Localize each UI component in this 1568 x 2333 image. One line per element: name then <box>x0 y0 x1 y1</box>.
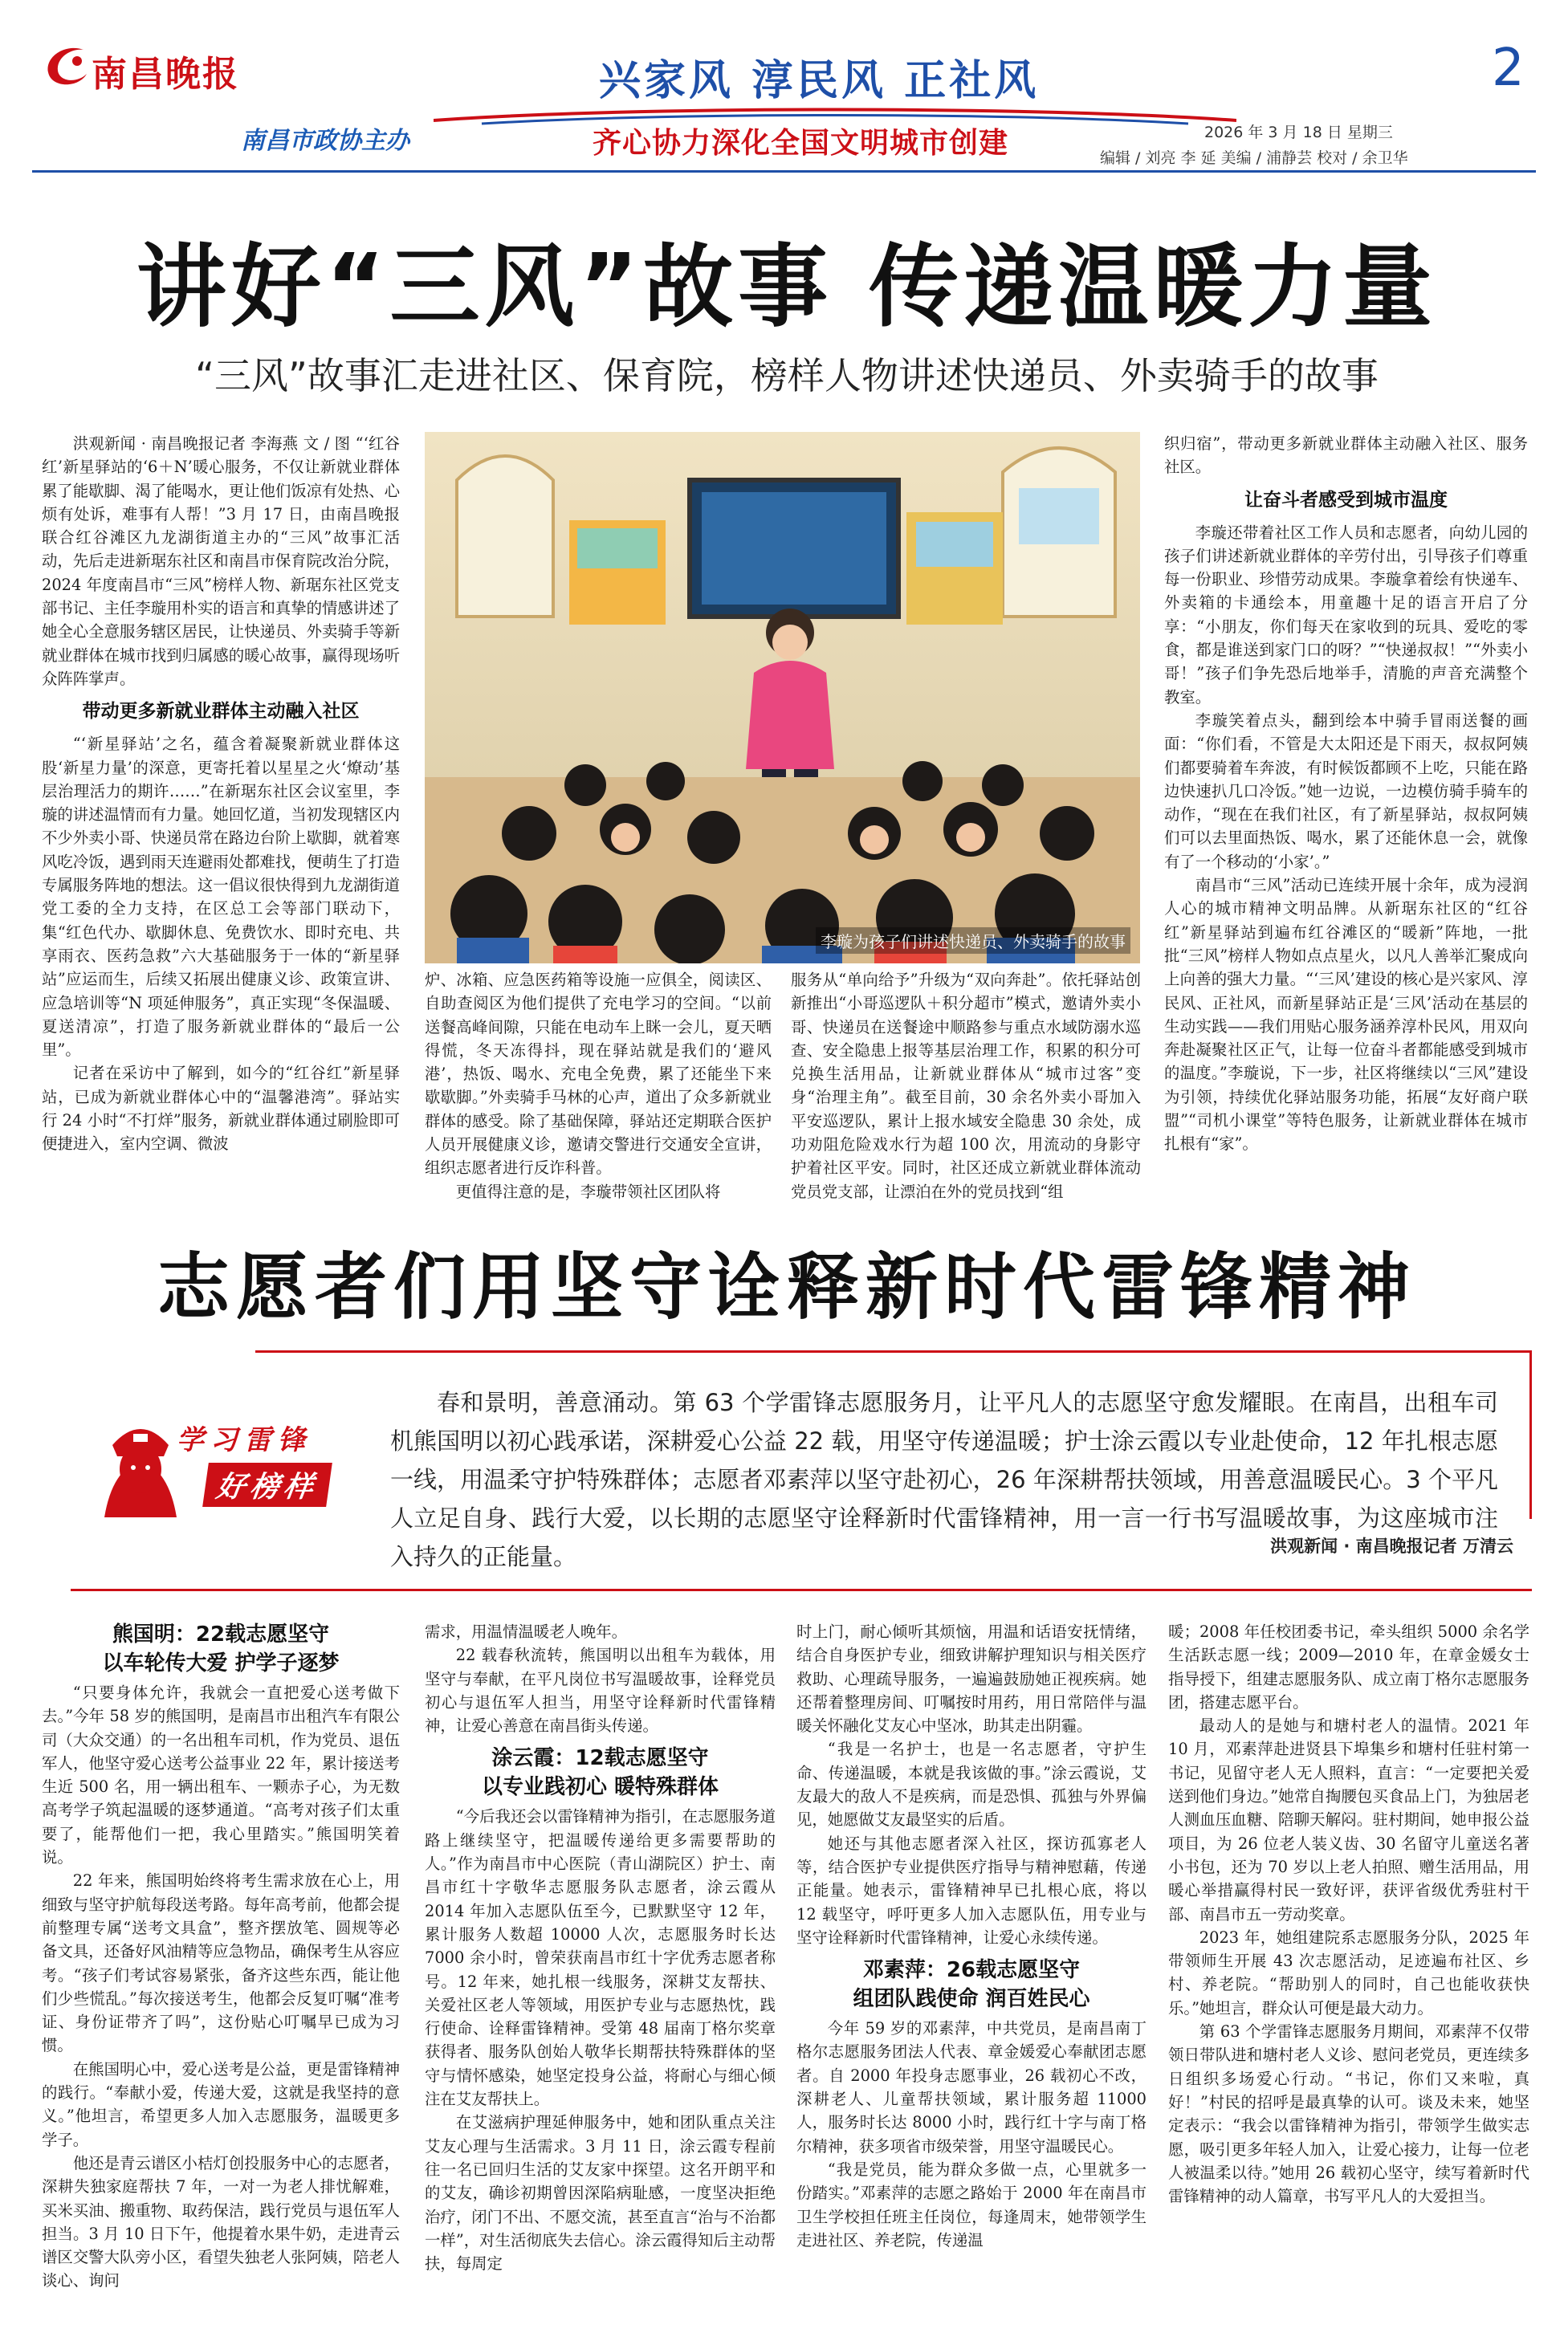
article1-column-1 <box>42 432 400 1156</box>
article1-paragraph: 更值得注意的是，李璇带领社区团队将 <box>455 1182 721 1201</box>
editor-credits: 编辑 / 刘亮 李 延 美编 / 浦静芸 校对 / 余卫华 <box>1100 149 1408 167</box>
article2-paragraph: “我是一名护士，也是一名志愿者，守护生命、传递温暖，本就是我该做的事。”涂云霞说，艾友最大的敌人不是疾病，而是恐惧、孤独与外界偏见，她愿做艾友最坚实的后盾。 <box>796 1740 1146 1830</box>
article2-paragraph: 今年 59 岁的邓素萍，中共党员，是南昌南丁格尔志愿服务团法人代表、章金媛爱心奉献团志愿者。自 2000 年投身志愿事业，26 载初心不改，深耕老人、儿童帮扶领域，累计服务超 11000 人，服务时长达 8000 小时，践行红十字与南丁格尔精神，获多项省市级荣誉，用坚守温暖民心。 <box>796 2019 1146 2156</box>
article1-column-3 <box>791 968 1141 1203</box>
article1-paragraph: 李璇还带着社区工作人员和志愿者，向幼儿园的孩子们讲述新就业群体的辛劳付出，引导孩子们尊重每一份职业、珍惜劳动成果。李璇拿着绘有快递车、外卖箱的卡通绘本，用童趣十足的语言开启了分享：“小朋友，你们每天在家收到的玩具、爱吃的零食，都是谁送到家门口的呀？”“快递叔叔！”“外卖小哥！”孩子们争先恐后地举手，清脆的声音充满整个教室。 <box>1164 523 1528 706</box>
slogan-main: 兴家风 淳民风 正社风 <box>599 57 1040 105</box>
profile-heading-xiong-line2: 以车轮传大爱 护学子逐梦 <box>102 1651 340 1675</box>
article1-paragraph: 炉、冰箱、应急医药箱等设施一应俱全，阅读区、自助查阅区为他们提供了充电学习的空间。“以前送餐高峰间隙，只能在电动车上眯一会儿，夏天晒得慌，冬天冻得抖，现在驿站就是我们的‘避风港’，热饭、喝水、充电全免费，累了还能坐下来歇歇脚。”外卖骑手马林的心声，道出了众多新就业群体的感受。除了基础保障，驿站还定期联合医护人员开展健康义诊，邀请交警进行交通安全宣讲，组织志愿者进行反诈科普。 <box>425 971 772 1178</box>
masthead <box>0 0 1568 173</box>
article2-paragraph: “我是党员，能为群众多做一点，心里就多一份踏实。”邓素萍的志愿之路始于 2000 年在南昌市卫生学校担任班主任岗位，每逢周末，她带领学生走进社区、养老院，传递温 <box>796 2160 1146 2250</box>
profile-heading-tu-line2: 以专业践初心 暖特殊群体 <box>481 1775 719 1800</box>
masthead-divider <box>32 170 1536 173</box>
profile-heading-xiong-line1: 熊国明：22载志愿坚守 <box>112 1623 330 1647</box>
article2-paragraph: “只要身体允许，我就会一直把爱心送考做下去。”今年 58 岁的熊国明，是南昌市出租汽车有限公司（大众交通）的一名出租车司机，作为党员、退伍军人，他坚守爱心送考公益事业 22 年，累计接送考生近 500 名，用一辆出租车、一颗赤子心，为无数高考学子筑起温暖的逐梦通道。“高考对孩子们太重要了，能帮他们一把，我心里踏实。”熊国明笑着说。 <box>42 1684 400 1867</box>
article2-paragraph: 时上门，耐心倾听其烦恼，用温和话语安抚情绪，结合自身医护专业，细致讲解护理知识与相关医疗救助、心理疏导服务，一遍遍鼓励她正视疾病。她还帮着整理房间、叮嘱按时用药，用日常陪伴与温暖关怀融化艾友心中坚冰，助其走出阴霾。 <box>796 1623 1146 1736</box>
article2-column-2 <box>425 1620 776 2275</box>
classroom-photo-image <box>425 432 1140 963</box>
article2-paragraph: 在艾滋病护理延伸服务中，她和团队重点关注艾友心理与生活需求。3 月 11 日，涂云霞专程前往一名已回归生活的艾友家中探望。这名开朗平和的艾友，确诊初期曾因深陷病耻感，一度坚决拒绝治疗，闭门不出、不愿交流，甚至直言“治与不治都一样”，对生活彻底失去信心。涂云霞得知后主动帮扶，每周定 <box>425 2113 776 2274</box>
photo-caption: 李璇为孩子们讲述快递员、外卖骑手的故事 <box>816 927 1130 954</box>
article1-section-heading-1: 带动更多新就业群体主动融入社区 <box>82 701 360 723</box>
article1-column-4 <box>1164 432 1528 1156</box>
article1-section-heading-2: 让奋斗者感受到城市温度 <box>1244 489 1448 511</box>
article2-paragraph: 最动人的是她与和塘村老人的温情。2021 年 10 月，邓素萍赴进贤县下埠集乡和塘村任驻村第一书记，见留守老人无人照料，直言：“一定要把关爱送到他们身边。”她常自掏腰包买食品上门，为独居老人测血压血糖、陪聊天解闷。驻村期间，她申报公益项目，为 26 位老人装义齿、30 名留守儿童送名著小书包，还为 70 岁以上老人拍照、赠生活用品，用暖心举措赢得村民一致好评，获评省级优秀驻村干部、南昌市五一劳动奖章。 <box>1168 1716 1529 1924</box>
intro-box-right-rule <box>1529 1350 1532 1519</box>
article2-column-1 <box>42 1620 400 2293</box>
article2-paragraph: 暖；2008 年任校团委书记，牵头组织 5000 余名学生活跃志愿一线；2009—2010 年，在章金媛女士指导授下，组建志愿服务队、成立南丁格尔志愿服务团，搭建志愿平台。 <box>1168 1623 1529 1712</box>
article2-headline[interactable]: 志愿者们用坚守诠释新时代雷锋精神 <box>157 1245 1416 1329</box>
stamp-text-line2: 好榜样 <box>202 1463 332 1507</box>
article1-paragraph: 南昌市“三风”活动已连续开展十余年，成为浸润人心的城市精神文明品牌。从新琚东社区的“红谷红”新星驿站到遍布红谷滩区的“暖新”阵地，一批批“三风”榜样人物如点点星火，以凡人善举汇聚成向上向善的强大力量。“‘三风’建设的核心是兴家风、淳民风、正社风，而新星驿站正是‘三风’活动在基层的生动实践——我们用贴心服务涵养淳朴民风，用双向奔赴凝聚社区正气，让每一位奋斗者都能感受到城市的温度。”李璇说，下一步，社区将继续以“三风”建设为引领，持续优化驿站服务功能，拓展“友好商户联盟”“司机小课堂”等特色服务，让新就业群体在城市扎根有“家”。 <box>1164 876 1528 1154</box>
article2-paragraph: 2023 年，她组建院系志愿服务分队，2025 年带领师生开展 43 次志愿活动，足迹遍布社区、乡村、养老院。“帮助别人的同时，自己也能收获快乐。”她坦言，群众认可便是最大动力。 <box>1168 1928 1529 2017</box>
article1-paragraph: 记者在采访中了解到，如今的“红谷红”新星驿站，已成为新就业群体心中的“温馨港湾”。驿站实行 24 小时“不打烊”服务，新就业群体通过刷脸即可便捷进入，室内空调、微波 <box>42 1064 400 1154</box>
article1-subheadline: “三风”故事汇走进社区、保育院，榜样人物讲述快递员、外卖骑手的故事 <box>195 354 1379 397</box>
article2-paragraph: 她还与其他志愿者深入社区，探访孤寡老人等，结合医护专业提供医疗指导与精神慰藉，传递正能量。她表示，雷锋精神早已扎根心底，将以 12 载坚守，呼吁更多人加入志愿队伍，用专业与坚守诠释新时代雷锋精神，让爱心永续传递。 <box>796 1834 1146 1947</box>
article1-paragraph: “‘新星驿站’之名，蕴含着凝聚新就业群体这股‘新星力量’的深意，更寄托着以星星之火‘燎动’基层治理活力的期许……”在新琚东社区会议室里，李璇的讲述温情而有力量。她回忆道，当初发现辖区内不少外卖小哥、快递员常在路边台阶上歇脚，就着寒风吃冷饭，遇到雨天连避雨处都难找，便萌生了打造专属服务阵地的想法。这一倡议很快得到九龙湖街道党工委的全力支持，在区总工会等部门联动下，集“红色代办、歇脚休息、免费饮水、即时充电、共享雨衣、医药急救”六大基础服务于一体的“新星驿站”应运而生，后续又拓展出健康义诊、政策宣讲、应急培训等“N 项延伸服务”，真正实现“冬保温暖、夏送清凉”，打造了服务新就业群体的“最后一公里”。 <box>42 735 400 1060</box>
article2-paragraph: “今后我还会以雷锋精神为指引，在志愿服务道路上继续坚守，把温暖传递给更多需要帮助的人。”作为南昌市中心医院（青山湖院区）护士、南昌市红十字敬华志愿服务队志愿者，涂云霞从 2014 年加入志愿队伍至今，已默默坚守 12 年，累计服务人数超 10000 人次，志愿服务时长达 7000 余小时，曾荣获南昌市红十字优秀志愿者称号。12 年来，她扎根一线服务，深耕艾友帮扶、关爱社区老人等领域，用医护专业与志愿热忱，践行使命、诠释雷锋精神。受第 48 届南丁格尔奖章获得者、服务队创始人敬华长期帮扶特殊群体的坚守与情怀感染，她坚定投身公益，将耐心与细心倾注在艾友帮扶上。 <box>425 1807 776 2109</box>
page-number: 2 <box>1492 39 1525 98</box>
slogan-sub: 齐心协力深化全国文明城市创建 <box>593 127 1009 160</box>
intro-box-bottom-rule <box>71 1589 1532 1591</box>
article1-photo[interactable] <box>425 432 1140 963</box>
issue-date: 2026 年 3 月 18 日 星期三 <box>1204 124 1393 141</box>
article2-paragraph: 第 63 个学雷锋志愿服务月期间，邓素萍不仅带领日带队进和塘村老人义诊、慰问老党员，更连续多日组织多场爱心行动。“书记，你们又来啦，真好！”村民的招呼是最真挚的认可。谈及未来，她坚定表示：“我会以雷锋精神为指引，带领学生做实志愿，吸引更多年轻人加入，让爱心接力，让每一位老人被温柔以待。”她用 26 载初心坚守，续写着新时代雷锋精神的动人篇章，书写平凡人的大爱担当。 <box>1168 2022 1529 2206</box>
article1-headline[interactable]: 讲好“三风”故事 传递温暖力量 <box>136 235 1438 340</box>
logo-text: 南昌晚报 <box>92 54 239 95</box>
article2-paragraph: 需求，用温情温暖老人晚年。 <box>425 1623 628 1641</box>
article1-paragraph: 服务从“单向给予”升级为“双向奔赴”。依托驿站创新推出“小哥巡逻队＋积分超市”模式，邀请外卖小哥、快递员在送餐途中顺路参与重点水域防溺水巡查、安全隐患上报等基层治理工作，积累的积分可兑换生活用品，让新就业群体从“城市过客”变身“治理主角”。截至目前，30 余名外卖小哥加入平安巡逻队，累计上报水域安全隐患 30 余处，成功劝阻危险戏水行为超 100 次，用流动的身影守护着社区平安。同时，社区还成立新就业群体流动党员党支部，让漂泊在外的党员找到“组 <box>791 971 1141 1201</box>
article2-paragraph: 在熊国明心中，爱心送考是公益，更是雷锋精神的践行。“奉献小爱，传递大爱，这就是我坚持的意义。”他坦言，希望更多人加入志愿服务，温暖更多学子。 <box>42 2059 400 2149</box>
article2-paragraph: 22 载春秋流转，熊国明以出租车为载体，用坚守与奉献，在平凡岗位书写温暖故事，诠释党员初心与退伍军人担当，用坚守诠释新时代雷锋精神，让爱心善意在南昌街头传递。 <box>425 1646 776 1736</box>
intro-box-top-rule <box>255 1350 1532 1353</box>
profile-heading-tu-line1: 涂云霞：12载志愿坚守 <box>491 1746 709 1771</box>
article2-paragraph: 22 年来，熊国明始终将考生需求放在心上，用细致与坚守护航每段送考路。每年高考前，他都会提前整理专属“送考文具盒”，整齐摆放笔、圆规等必备文具，还备好风油精等应急物品，确保考生从容应考。“孩子们考试容易紧张，备齐这些东西，能让他们少些慌乱。”每次接送考生，他都会反复叮嘱“准考证、身份证带齐了吗”，这份贴心叮嘱早已成为习惯。 <box>42 1871 400 2055</box>
sponsor-label: 南昌市政协主办 <box>241 127 409 155</box>
article2-intro: 春和景明，善意涌动。第 63 个学雷锋志愿服务月，让平凡人的志愿坚守愈发耀眼。在南昌，出租车司机熊国明以初心践承诺，深耕爱心公益 22 载，用坚守传递温暖；护士涂云霞以专业赴使命，12 年扎根志愿一线，用温柔守护特殊群体；志愿者邓素萍以坚守赴初心，26 年深耕帮扶领域，用善意温暖民心。3 个平凡人立足自身、践行大爱，以长期的志愿坚守诠释新时代雷锋精神，用一言一行书写温暖故事，为这座城市注入持久的正能量。 <box>390 1389 1498 1570</box>
profile-heading-deng-line2: 组团队践使命 润百姓民心 <box>853 1987 1090 2012</box>
article2-byline: 洪观新闻 · 南昌晚报记者 万清云 <box>1270 1537 1513 1556</box>
stamp-text-line1: 学习雷锋 <box>177 1424 312 1456</box>
learn-from-leifeng-emblem <box>80 1413 385 1533</box>
article2-column-4 <box>1168 1620 1529 2208</box>
logo-swirl-icon <box>42 42 92 88</box>
profile-heading-deng-line1: 邓素萍：26载志愿坚守 <box>862 1958 1081 1983</box>
article2-column-3 <box>796 1620 1146 2252</box>
article1-paragraph: 李璇笑着点头，翻到绘本中骑手冒雨送餐的画面：“你们看，不管是大太阳还是下雨天，叔叔阿姨们都要骑着车奔波，有时候饭都顾不上吃，只能在路边快速扒几口冷饭。”她一边说，一边模仿骑手骑车的动作，“现在在我们社区，有了新星驿站，叔叔阿姨们可以去里面热饭、喝水，累了还能休息一会，就像有了一个移动的‘小家’。” <box>1164 710 1528 871</box>
article1-paragraph: 织归宿”，带动更多新就业群体主动融入社区、服务社区。 <box>1164 434 1528 477</box>
article1-column-2 <box>425 968 772 1203</box>
article1-lead: 洪观新闻 · 南昌晚报记者 李海燕 文 / 图 “‘红谷红’新星驿站的‘6＋N’暖心服务，不仅让新就业群体累了能歇脚、渴了能喝水，更让他们饭凉有处热、心烦有处诉，难事有人帮！”3 月 17 日，由南昌晚报联合红谷滩区九龙湖街道主办的“三风”故事汇活动，先后走进新琚东社区和南昌市保育院改治分院，2024 年度南昌市“三风”榜样人物、新琚东社区党支部书记、主任李璇用朴实的语言和真挚的情感讲述了她全心全意服务辖区居民，让快递员、外卖骑手等新就业群体在城市找到归属感的暖心故事，赢得现场听众阵阵掌声。 <box>42 434 400 688</box>
newspaper-logo[interactable] <box>42 42 275 95</box>
article2-paragraph: 他还是青云谱区小桔灯创投服务中心的志愿者，深耕失独家庭帮扶 7 年，一对一为老人排忧解难，买米买油、搬重物、取药保洁，践行党员与退伍军人担当。3 月 10 日下午，他提着水果牛奶，走进青云谱区交警大队旁小区，看望失独老人张阿姨，陪老人谈心、询问 <box>42 2153 400 2290</box>
